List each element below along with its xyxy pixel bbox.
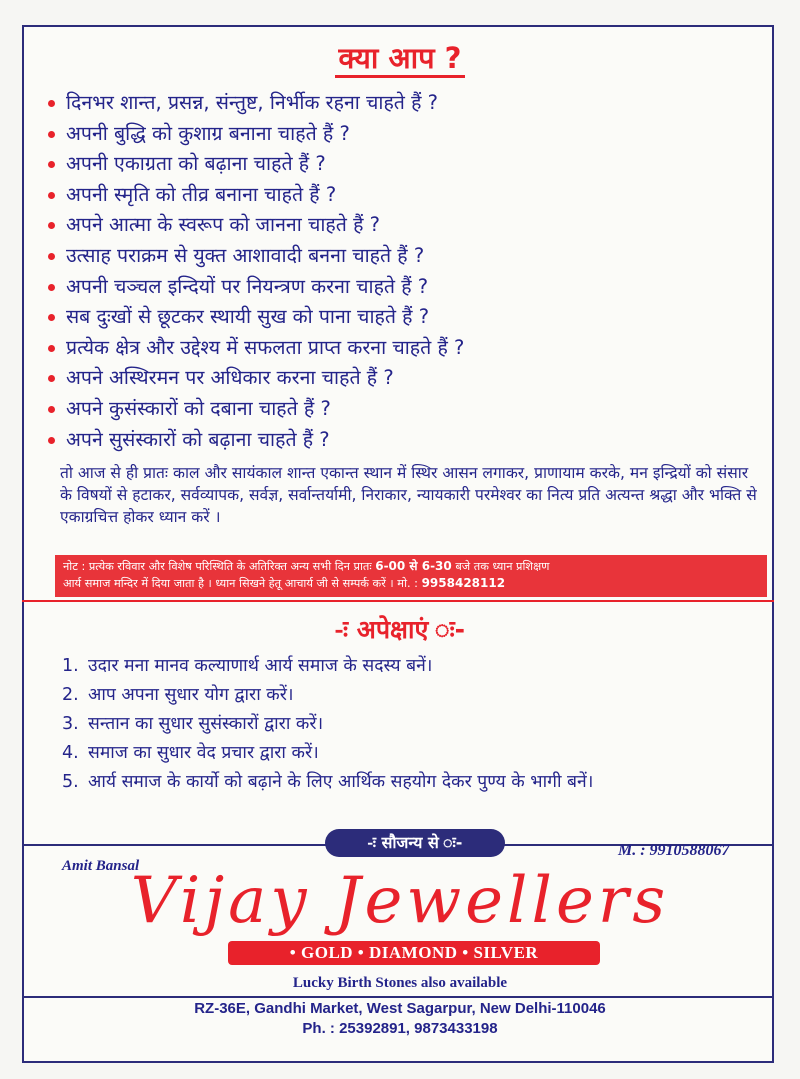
bullet-icon bbox=[48, 314, 55, 321]
bullet-icon bbox=[48, 161, 55, 168]
list-item: उत्साह पराक्रम से युक्त आशावादी बनना चाहते हैं ? bbox=[48, 241, 464, 272]
address: RZ-36E, Gandhi Market, West Sagarpur, New Delhi-110046 bbox=[194, 1000, 606, 1017]
bullet-icon bbox=[48, 406, 55, 413]
courtesy-badge: -ः सौजन्य से ः- bbox=[325, 829, 505, 857]
bullet-icon bbox=[48, 375, 55, 382]
bullet-icon bbox=[48, 100, 55, 107]
list-item: अपने आत्मा के स्वरूप को जानना चाहते हैं ? bbox=[48, 210, 464, 241]
list-item: अपने कुसंस्कारों को दबाना चाहते हैं ? bbox=[48, 394, 464, 425]
page-title-text: क्या आप ? bbox=[335, 41, 466, 78]
bullet-icon bbox=[48, 437, 55, 444]
list-item: अपनी चञ्चल इन्दियों पर नियन्त्रण करना चाहते हैं ? bbox=[48, 272, 464, 303]
list-item: प्रत्येक क्षेत्र और उद्देश्य में सफलता प्राप्त करना चाहते हैं ? bbox=[48, 333, 464, 364]
brand-logo: Vijay Jewellers bbox=[130, 864, 670, 938]
owner-mobile: M. : 9910588067 bbox=[618, 842, 730, 859]
list-item: अपनी एकाग्रता को बढ़ाना चाहते हैं ? bbox=[48, 149, 464, 180]
metals-badge: • GOLD • DIAMOND • SILVER bbox=[228, 941, 600, 965]
bullet-icon bbox=[48, 222, 55, 229]
bullet-icon bbox=[48, 131, 55, 138]
stones-text: Lucky Birth Stones also available bbox=[292, 975, 508, 991]
list-item: अपनी स्मृति को तीव्र बनाना चाहते हैं ? bbox=[48, 180, 464, 211]
list-item: अपने अस्थिरमन पर अधिकार करना चाहते हैं ? bbox=[48, 363, 464, 394]
list-item: 1. उदार मना मानव कल्याणार्थ आर्य समाज के सदस्य बनें। bbox=[62, 656, 433, 676]
page-title bbox=[0, 38, 800, 77]
list-item: 3. सन्तान का सुधार सुसंस्कारों द्वारा करें। bbox=[62, 714, 324, 734]
list-item: 5. आर्य समाज के कार्यो को बढ़ाने के लिए आर्थिक सहयोग देकर पुण्य के भागी बनें। bbox=[62, 772, 594, 792]
list-item: अपने सुसंस्कारों को बढ़ाना चाहते हैं ? bbox=[48, 425, 464, 456]
list-item: सब दुःखों से छूटकर स्थायी सुख को पाना चाहते हैं ? bbox=[48, 302, 464, 333]
list-item: अपनी बुद्धि को कुशाग्र बनाना चाहते हैं ? bbox=[48, 119, 464, 150]
bullet-icon bbox=[48, 284, 55, 291]
question-list bbox=[48, 88, 464, 455]
note-banner: नोट : प्रत्येक रविवार और विशेष परिस्थिति के अतिरिक्त अन्य सभी दिन प्रातः 6-00 से 6-30 बजे तक ध्यान प्रशिक्षण आर्य समाज मन्दिर में दिया जाता है । ध्यान सिखने हेतू आचार्य जी से सम्पर्क करें । मो. : 9958428112 bbox=[55, 555, 767, 597]
meditation-paragraph: तो आज से ही प्रातः काल और सायंकाल शान्त एकान्त स्थान में स्थिर आसन लगाकर, प्राणायाम करके, मन इन्द्रियों को संसार के विषयों से हटाकर, सर्वव्यापक, सर्वज्ञ, सर्वान्तर्यामी, निराकार, न्यायकारी परमेश्वर का नित्य प्रति अत्यन्त श्रद्धा और भक्ति से एकाग्रचित्त होकर ध्यान करें । bbox=[60, 464, 757, 526]
note-time: 6-00 से 6-30 bbox=[375, 559, 452, 573]
owner-name: Amit Bansal bbox=[62, 858, 140, 874]
list-item: 4. समाज का सुधार वेद प्रचार द्वारा करें। bbox=[62, 743, 319, 763]
section-title: -ः अपेक्षाएं ः- bbox=[334, 615, 466, 644]
phone-numbers: Ph. : 25392891, 9873433198 bbox=[302, 1020, 498, 1037]
list-item: 2. आप अपना सुधार योग द्वारा करें। bbox=[62, 685, 294, 705]
note-mobile: 9958428112 bbox=[421, 576, 506, 590]
bullet-icon bbox=[48, 345, 55, 352]
divider bbox=[22, 600, 774, 602]
bullet-icon bbox=[48, 192, 55, 199]
divider bbox=[22, 996, 774, 998]
bullet-icon bbox=[48, 253, 55, 260]
expectations-list bbox=[62, 652, 762, 797]
list-item: दिनभर शान्त, प्रसन्न, संन्तुष्ट, निर्भीक रहना चाहते हैं ? bbox=[48, 88, 464, 119]
